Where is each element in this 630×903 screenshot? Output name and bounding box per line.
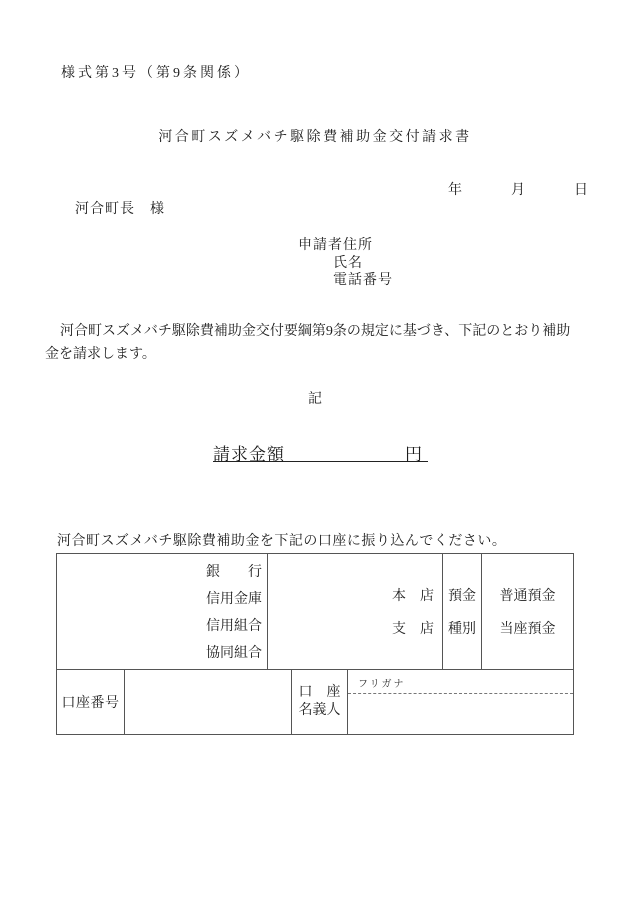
account-holder-line2: 名義人	[298, 703, 341, 718]
deposit-type-cell	[482, 554, 573, 669]
page-title: 河合町スズメバチ駆除費補助金交付請求書	[158, 130, 472, 145]
account-holder-label-cell	[292, 670, 348, 734]
institution-option-cooperative: 協同組合	[206, 646, 262, 661]
account-holder-line1: 口 座	[298, 685, 341, 700]
addressee: 河合町長 様	[75, 202, 165, 217]
date-line	[448, 179, 588, 199]
claim-amount-label: 請求金額	[213, 445, 285, 464]
branch-option-branch-office: 支 店	[392, 622, 434, 637]
deposit-option-ordinary: 普通預金	[499, 589, 556, 604]
institution-type-cell	[57, 554, 268, 669]
institution-option-bank: 銀 行	[206, 565, 262, 580]
deposit-kind-line2: 種別	[448, 622, 476, 637]
applicant-phone-label: 電話番号	[333, 273, 393, 288]
account-number-blank-cell	[125, 670, 292, 734]
institution-option-shinkin: 信用金庫	[206, 592, 262, 607]
bank-table-bottom-row	[57, 670, 573, 734]
deposit-option-current: 当座預金	[499, 622, 556, 637]
date-month-label: 月	[511, 183, 525, 198]
account-number-label-cell: 口座番号	[57, 670, 125, 734]
branch-option-head-office: 本 店	[392, 589, 434, 604]
branch-type-cell	[268, 554, 443, 669]
date-year-label: 年	[448, 183, 462, 198]
date-day-label: 日	[574, 183, 588, 198]
claim-amount-line	[213, 440, 428, 462]
applicant-name-label: 氏名	[333, 256, 363, 271]
form-number: 様式第3号（第9条関係）	[61, 66, 251, 81]
applicant-address-label: 申請者住所	[298, 238, 373, 253]
body-paragraph: 河合町スズメバチ駆除費補助金交付要綱第9条の規定に基づき、下記のとおり補助金を請求します。	[45, 324, 571, 362]
record-marker: 記	[308, 392, 322, 407]
account-holder-entry-cell	[348, 670, 573, 734]
deposit-kind-header-cell	[443, 554, 482, 669]
furigana-label: フリガナ	[348, 670, 573, 694]
transfer-instruction: 河合町スズメバチ駆除費補助金を下記の口座に振り込んでください。	[57, 534, 507, 549]
claim-amount-unit: 円	[405, 445, 422, 464]
bank-account-table	[56, 553, 574, 735]
institution-option-credit-union: 信用組合	[206, 619, 262, 634]
bank-table-top-row	[57, 554, 573, 670]
deposit-kind-line1: 預金	[448, 589, 476, 604]
